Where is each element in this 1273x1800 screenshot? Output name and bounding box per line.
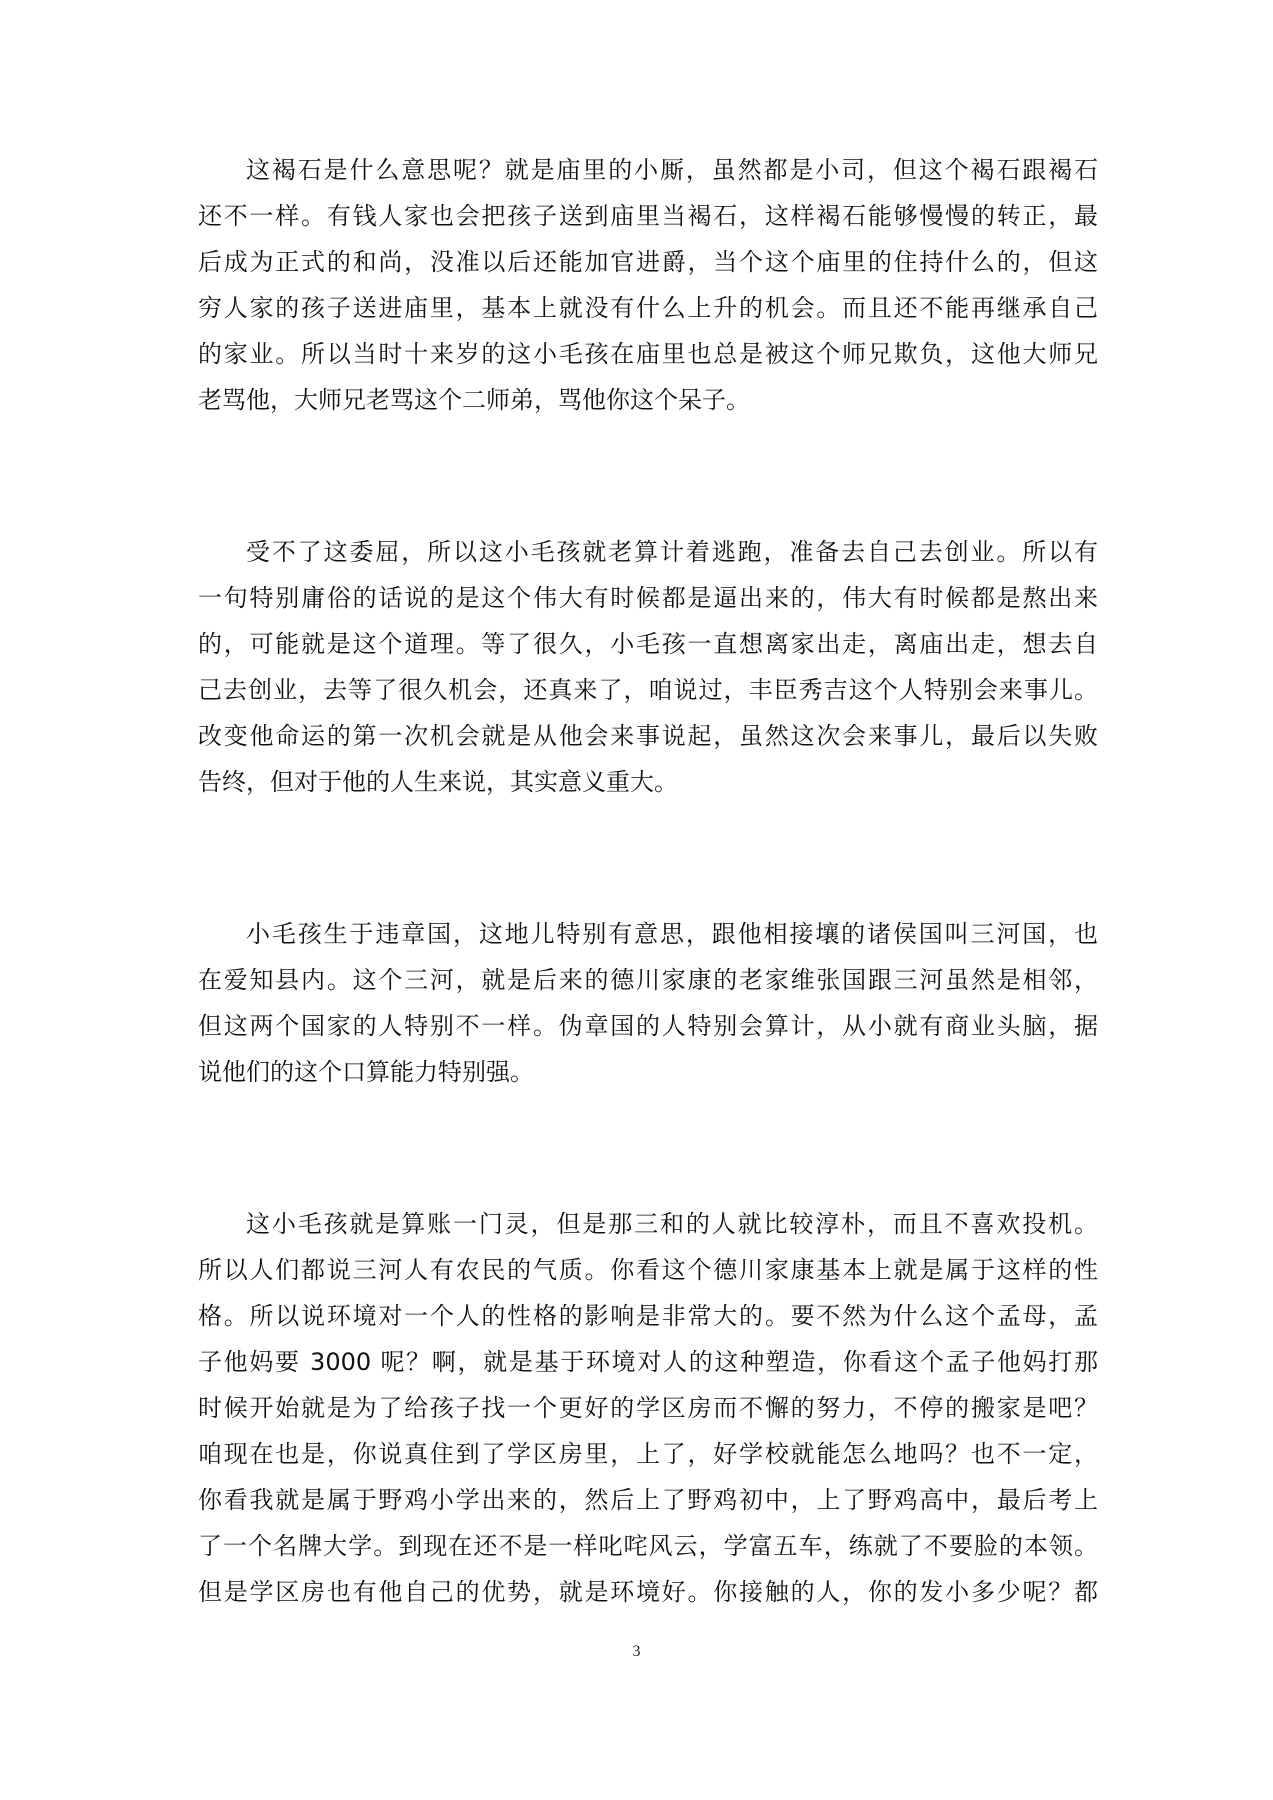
text-line: 的，可能就是这个道理。等了很久，小毛孩一直想离家出走，离庙出走，想去自 [198, 630, 1098, 658]
text-line: 一句特别庸俗的话说的是这个伟大有时候都是逼出来的，伟大有时候都是熬出来 [198, 584, 1098, 612]
text-line: 格。所以说环境对一个人的性格的影响是非常大的。要不然为什么这个孟母，孟 [198, 1302, 1098, 1330]
text-line: 这小毛孩就是算账一门灵，但是那三和的人就比较淳朴，而且不喜欢投机。 [246, 1210, 1098, 1238]
text-line: 还不一样。有钱人家也会把孩子送到庙里当褐石，这样褐石能够慢慢的转正，最 [198, 202, 1098, 230]
page-number: 3 [632, 1643, 641, 1660]
text-line: 但是学区房也有他自己的优势，就是环境好。你接触的人，你的发小多少呢？都 [198, 1578, 1098, 1606]
text-line: 在爱知县内。这个三河，就是后来的德川家康的老家维张国跟三河虽然是相邻， [198, 966, 1098, 994]
paragraph [198, 911, 1098, 1095]
text-line: 受不了这委屈，所以这小毛孩就老算计着逃跑，准备去自己去创业。所以有 [246, 538, 1098, 566]
text-line: 后成为正式的和尚，没准以后还能加官进爵，当个这个庙里的住持什么的，但这 [198, 248, 1098, 276]
paragraph-spacer [198, 805, 1098, 911]
paragraph [198, 529, 1098, 805]
paragraph [198, 147, 1098, 423]
text-line: 所以人们都说三河人有农民的气质。你看这个德川家康基本上就是属于这样的性 [198, 1256, 1098, 1284]
text-line: 老骂他，大师兄老骂这个二师弟，骂他你这个呆子。 [198, 386, 750, 414]
text-line: 咱现在也是，你说真住到了学区房里，上了，好学校就能怎么地吗？也不一定， [198, 1440, 1098, 1468]
text-line: 时候开始就是为了给孩子找一个更好的学区房而不懈的努力，不停的搬家是吧？ [198, 1394, 1098, 1422]
body-text [198, 147, 1098, 1615]
paragraph-spacer [198, 423, 1098, 529]
paragraph [198, 1201, 1098, 1615]
text-line: 己去创业，去等了很久机会，还真来了，咱说过，丰臣秀吉这个人特别会来事儿。 [198, 676, 1098, 704]
text-line: 说他们的这个口算能力特别强。 [198, 1058, 534, 1086]
text-line: 这褐石是什么意思呢？就是庙里的小厮，虽然都是小司，但这个褐石跟褐石 [246, 156, 1098, 184]
text-line: 你看我就是属于野鸡小学出来的，然后上了野鸡初中，上了野鸡高中，最后考上 [198, 1486, 1098, 1514]
text-line: 小毛孩生于违章国，这地儿特别有意思，跟他相接壤的诸侯国叫三河国，也 [246, 920, 1098, 948]
text-line: 穷人家的孩子送进庙里，基本上就没有什么上升的机会。而且还不能再继承自己 [198, 294, 1098, 322]
text-line: 告终，但对于他的人生来说，其实意义重大。 [198, 768, 678, 796]
text-line: 了一个名牌大学。到现在还不是一样叱咤风云，学富五车，练就了不要脸的本领。 [198, 1532, 1098, 1560]
text-line: 改变他命运的第一次机会就是从他会来事说起，虽然这次会来事儿，最后以失败 [198, 722, 1098, 750]
text-line: 的家业。所以当时十来岁的这小毛孩在庙里也总是被这个师兄欺负，这他大师兄 [198, 340, 1098, 368]
paragraph-spacer [198, 1095, 1098, 1201]
text-line: 但这两个国家的人特别不一样。伪章国的人特别会算计，从小就有商业头脑，据 [198, 1012, 1098, 1040]
text-line: 子他妈要 3000 呢？啊，就是基于环境对人的这种塑造，你看这个孟子他妈打那 [198, 1348, 1098, 1376]
